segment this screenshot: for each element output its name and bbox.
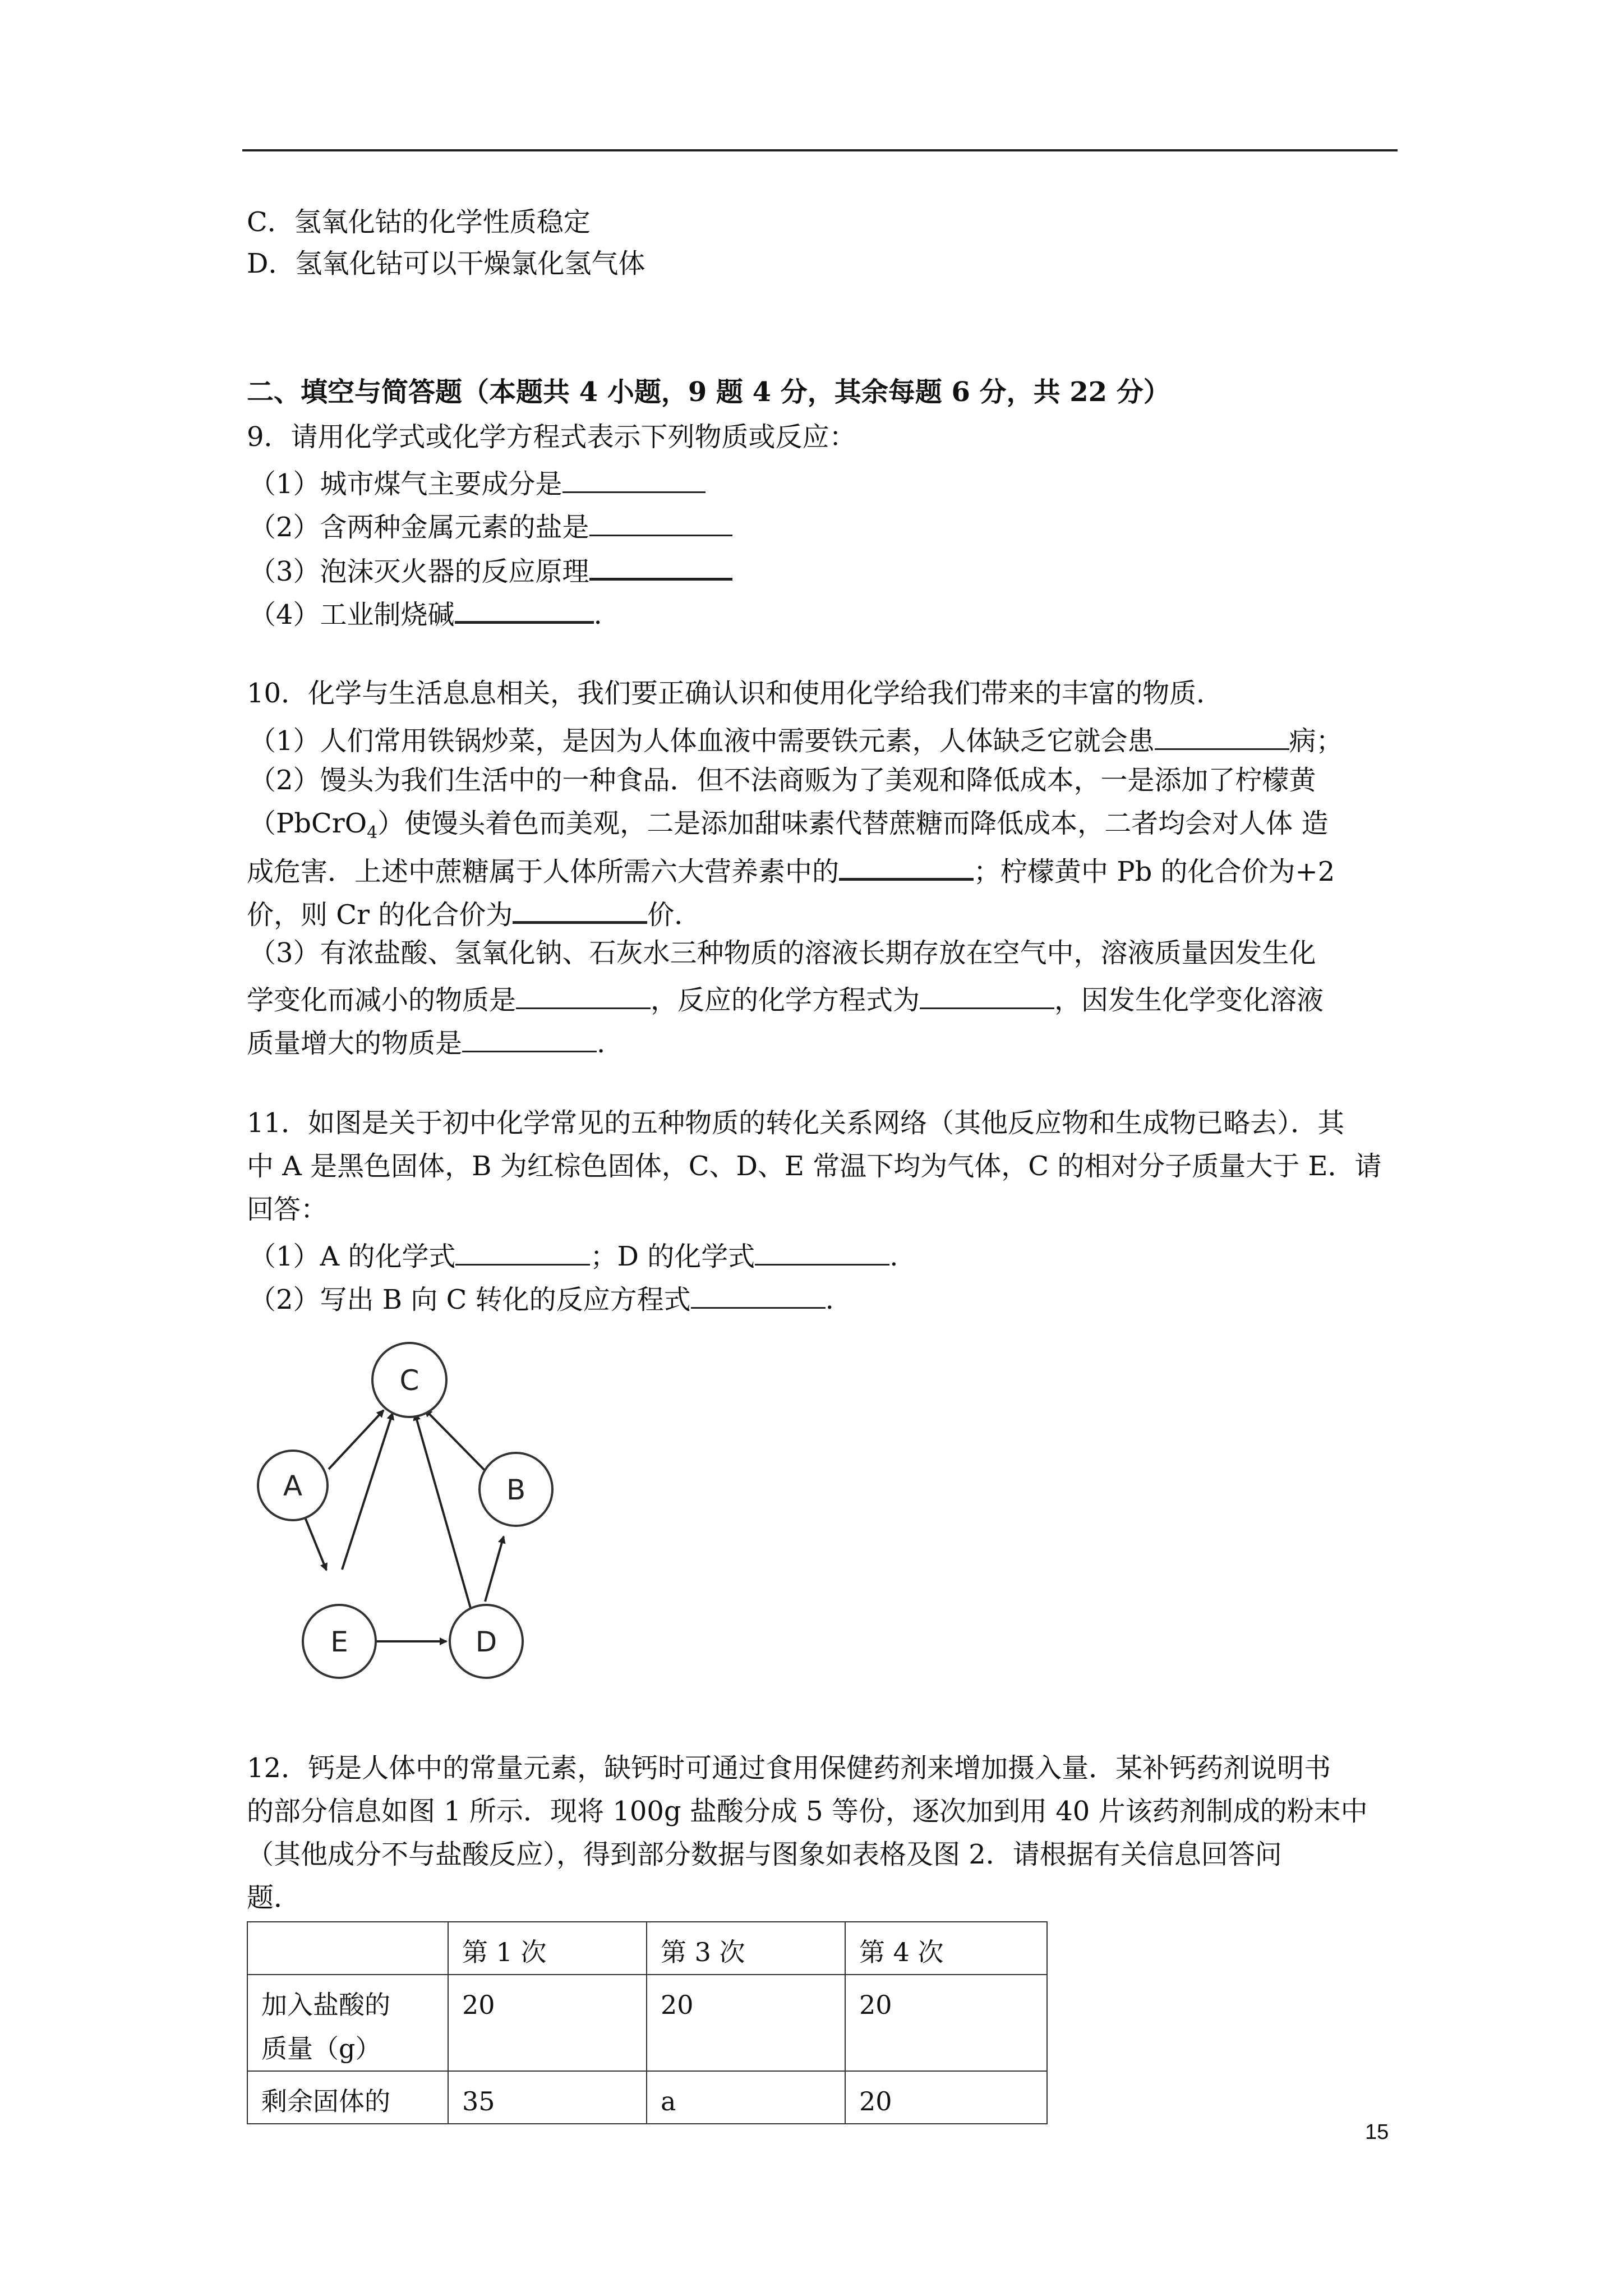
q12-line4: 题． <box>247 1882 301 1913</box>
q10-part2-line3: 成危害．上述中蔗糖属于人体所需六大营养素中的 ；柠檬黄中 Pb 的化合价为+2 <box>247 853 1335 885</box>
answer-blank <box>513 896 647 924</box>
q12-line1: 12．钙是人体中的常量元素，缺钙时可通过食用保健药剂来增加摄入量．某补钙药剂说明书 <box>247 1752 1331 1784</box>
answer-blank <box>562 467 706 493</box>
q9-part4: （4）工业制烧碱 . <box>249 596 602 628</box>
answer-blank <box>455 1239 590 1266</box>
answer-blank <box>755 1239 889 1266</box>
node-e-label: E <box>330 1626 348 1658</box>
q10-part2-line1: （2）馒头为我们生活中的一种食品．但不法商贩为了美观和降低成本，一是添加了柠檬黄 <box>249 765 1316 796</box>
answer-blank <box>455 596 594 624</box>
q9-part1: （1）城市煤气主要成分是 <box>249 467 706 498</box>
arrow-e-to-c <box>342 1413 393 1570</box>
table-header-cell: 第 4 次 <box>845 1922 1047 1975</box>
table-row <box>247 1975 1047 2071</box>
table-row-label: 加入盐酸的 质量（g） <box>247 1975 448 2071</box>
q11-part1: （1）A 的化学式 ；D 的化学式 . <box>249 1239 898 1270</box>
header-rule <box>242 149 1398 151</box>
node-c-label: C <box>399 1364 419 1397</box>
q10-part3-line2: 学变化而减小的物质是 ，反应的化学方程式为 ，因发生化学变化溶液 <box>247 983 1324 1014</box>
section-heading: 二、填空与简答题（本题共 4 小题，9 题 4 分，其余每题 6 分，共 22 分） <box>247 376 1170 408</box>
table-cell: 20 <box>647 1975 845 2071</box>
table-header-cell: 第 3 次 <box>647 1922 845 1975</box>
answer-blank <box>1155 724 1289 750</box>
q11-line1: 11．如图是关于初中化学常见的五种物质的转化关系网络（其他反应物和生成物已略去）．其 <box>247 1107 1345 1139</box>
q9-part3: （3）泡沫灭火器的反应原理 <box>249 553 732 585</box>
data-table <box>247 1921 1048 2124</box>
table-header-cell <box>247 1922 448 1975</box>
table-row-label: 剩余固体的 <box>247 2071 448 2124</box>
q12-line2: 的部分信息如图 1 所示．现将 100g 盐酸分成 5 等份，逐次加到用 40 片该药剂制成的粉末中 <box>247 1796 1368 1827</box>
q10-part1: （1）人们常用铁锅炒菜，是因为人体血液中需要铁元素，人体缺乏它就会患 病； <box>249 724 1343 754</box>
q10-part3-line1: （3）有浓盐酸、氢氧化钠、石灰水三种物质的溶液长期存放在空气中，溶液质量因发生化 <box>249 937 1316 969</box>
answer-blank <box>839 853 974 881</box>
answer-blank <box>691 1282 826 1309</box>
arrow-d-to-b <box>485 1536 504 1602</box>
page-number: 15 <box>1365 2120 1389 2144</box>
option-d: D．氢氧化钴可以干燥氯化氢气体 <box>247 248 645 279</box>
arrow-a-to-e <box>303 1513 326 1570</box>
q9-part2: （2）含两种金属元素的盐是 <box>249 510 732 541</box>
answer-blank <box>920 983 1054 1009</box>
q10-part3-line3: 质量增大的物质是 . <box>247 1026 605 1057</box>
q11-line2: 中 A 是黑色固体，B 为红棕色固体，C、D、E 常温下均为气体，C 的相对分子质量大于 E．请 <box>247 1151 1382 1182</box>
q12-line3: （其他成分不与盐酸反应），得到部分数据与图象如表格及图 2．请根据有关信息回答问 <box>247 1839 1282 1870</box>
q10-stem: 10．化学与生活息息相关，我们要正确认识和使用化学给我们带来的丰富的物质． <box>247 678 1224 709</box>
q10-part2-line4: 价，则 Cr 的化合价为 价． <box>247 896 701 928</box>
conversion-diagram <box>247 1329 583 1688</box>
q9-stem: 9．请用化学式或化学方程式表示下列物质或反应： <box>247 421 856 453</box>
table-header-cell: 第 1 次 <box>448 1922 647 1975</box>
q10-part2-line2: （PbCrO$_4$）使馒头着色而美观，二是添加甜味素代替蔗糖而降低成本，二者均会对人体 造 <box>249 808 1329 843</box>
arrow-d-to-c <box>415 1414 471 1610</box>
arrow-b-to-c <box>425 1410 491 1477</box>
node-d-label: D <box>475 1626 497 1658</box>
table-cell: a <box>647 2071 845 2124</box>
arrow-a-to-c <box>329 1410 384 1469</box>
answer-blank <box>462 1026 597 1052</box>
q11-line3: 回答： <box>247 1194 328 1225</box>
table-cell: 20 <box>448 1975 647 2071</box>
node-b-label: B <box>506 1474 526 1506</box>
option-c: C．氢氧化钴的化学性质稳定 <box>247 206 591 238</box>
answer-blank <box>516 983 651 1009</box>
table-cell: 20 <box>845 2071 1047 2124</box>
answer-blank <box>589 510 732 536</box>
answer-blank <box>589 553 732 581</box>
table-row <box>247 2071 1047 2124</box>
table-cell: 35 <box>448 2071 647 2124</box>
q11-part2: （2）写出 B 向 C 转化的反应方程式 . <box>249 1282 834 1313</box>
node-a-label: A <box>283 1470 303 1502</box>
table-row <box>247 1922 1047 1975</box>
table-cell: 20 <box>845 1975 1047 2071</box>
